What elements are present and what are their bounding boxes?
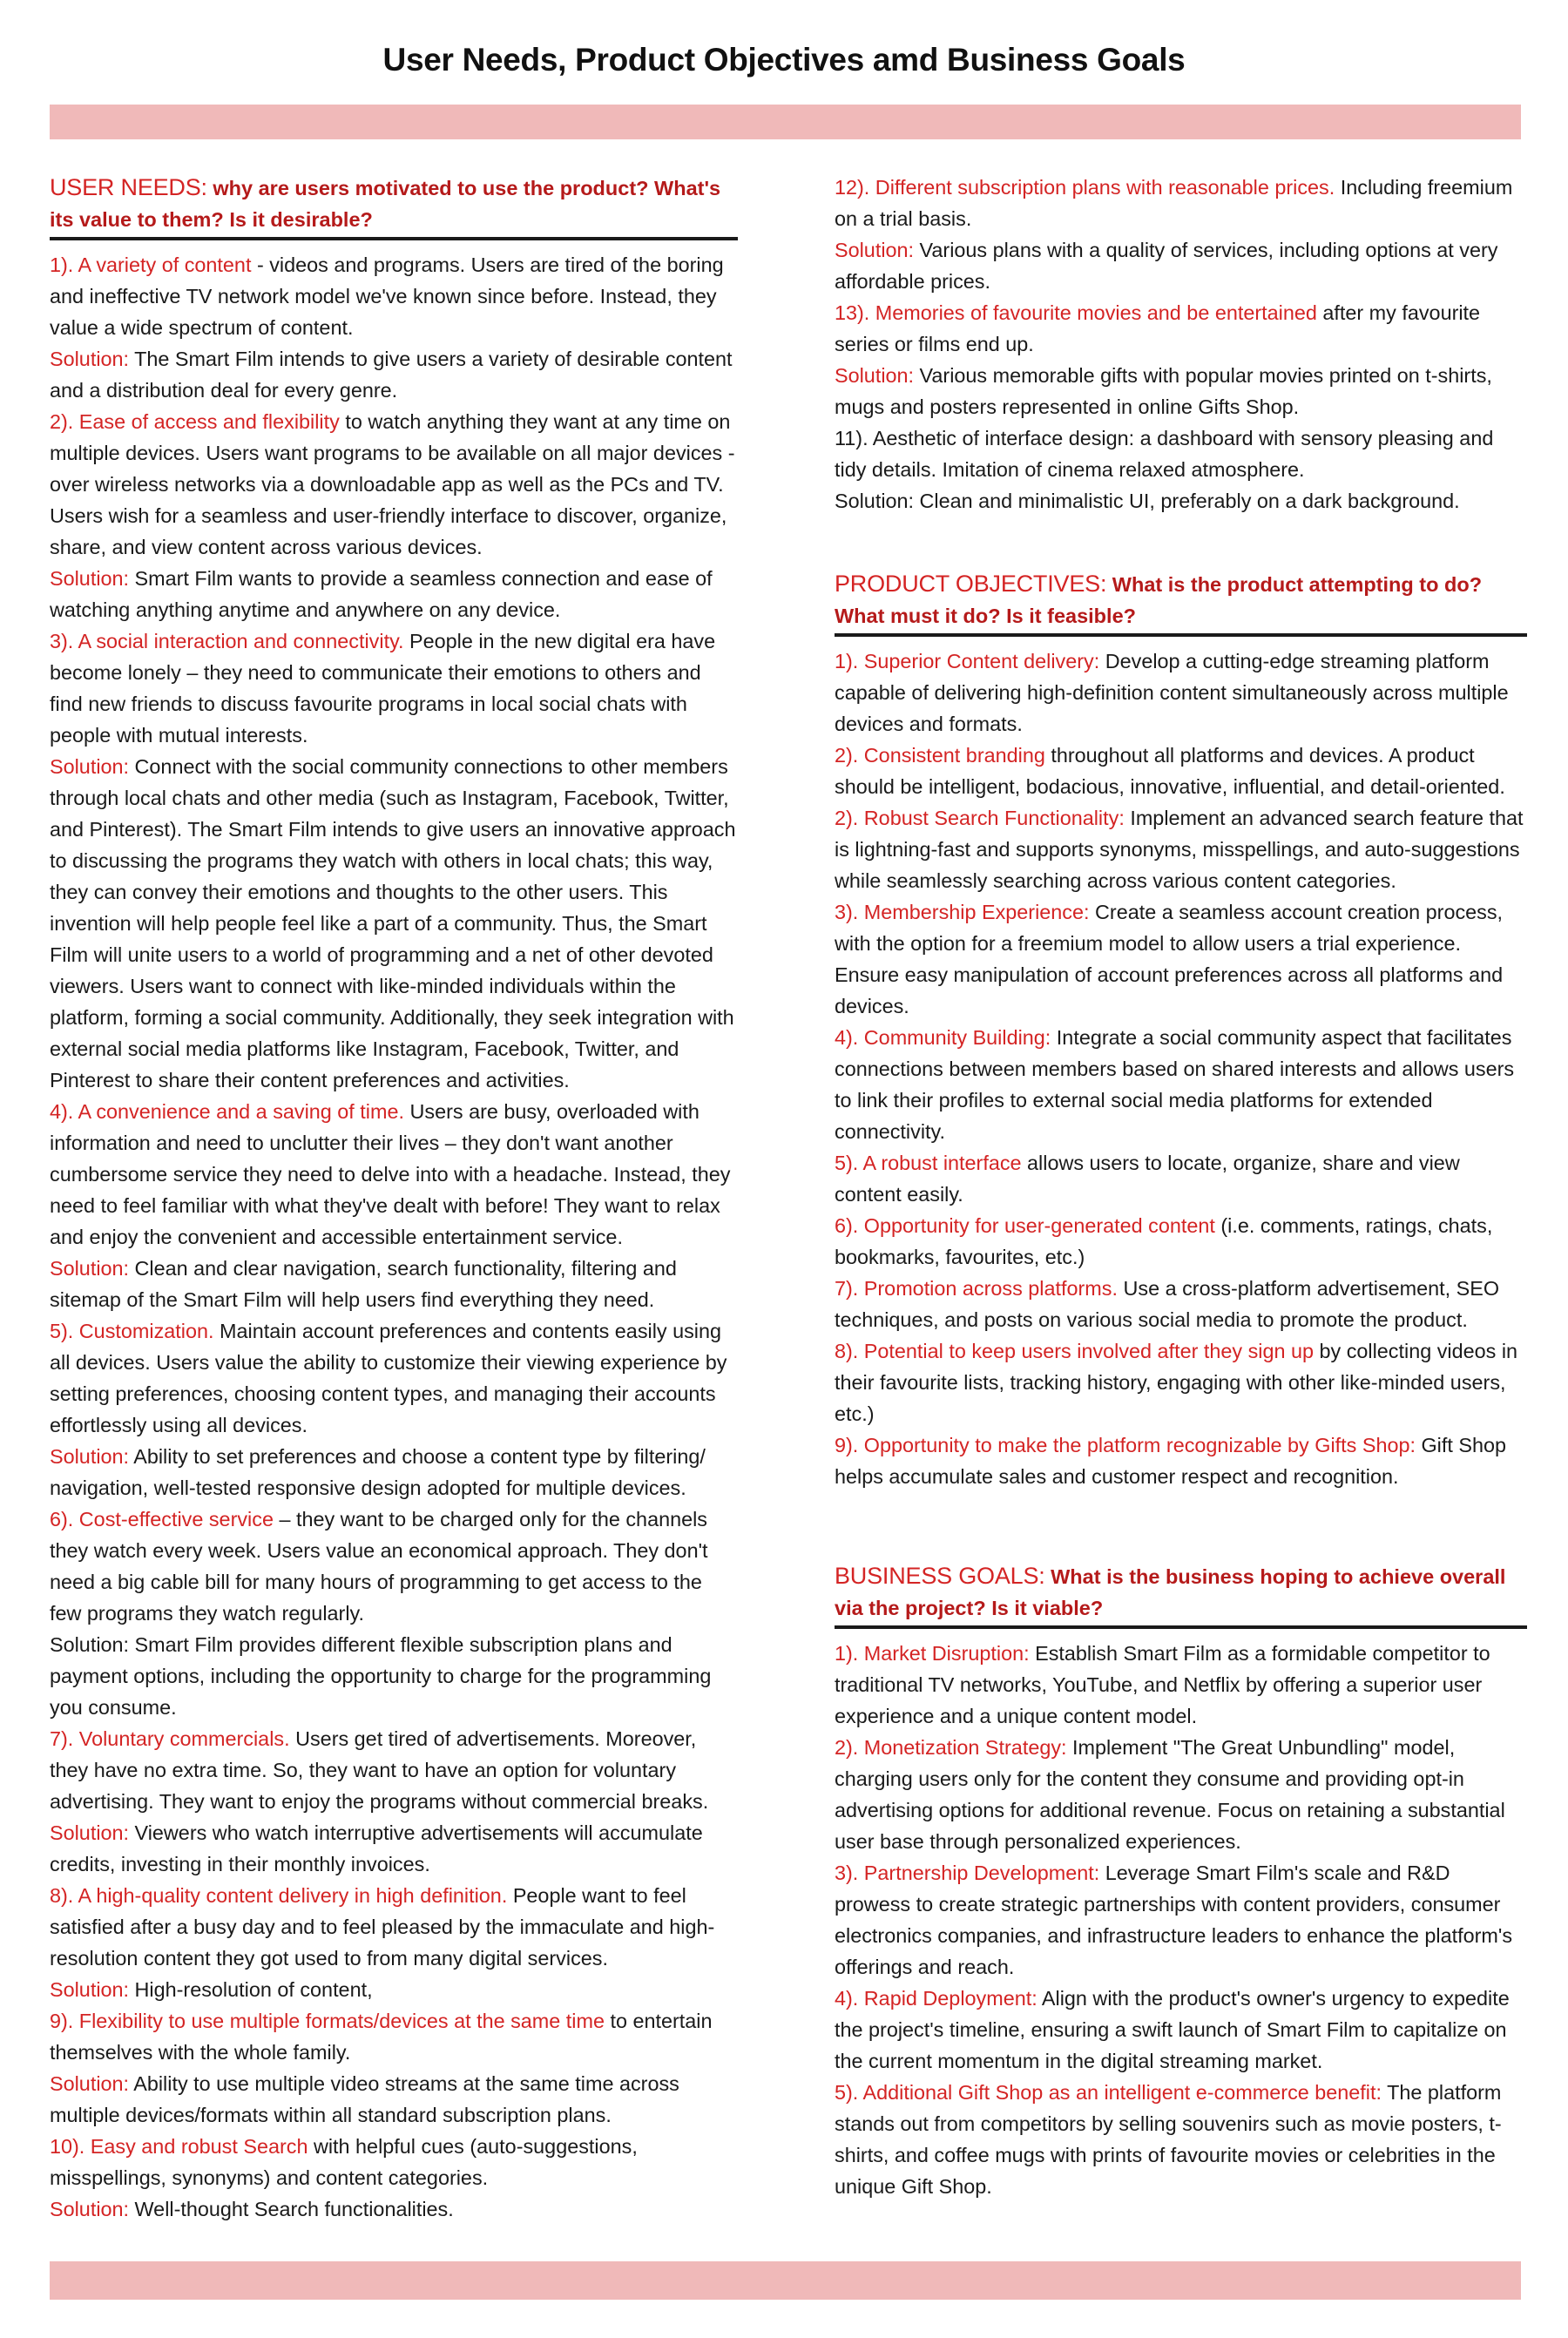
item-text: to entertain themselves with the whole family. bbox=[50, 2010, 713, 2064]
item-text: Maintain account preferences and contents easily using all devices. Users value the ability to customize their viewing experience by setting preferences, choosing content types, and managing their accounts effortlessly using all devices. bbox=[50, 1320, 727, 1436]
item-lead: 1). A variety of content bbox=[50, 253, 252, 276]
item-text: 11). Aesthetic of interface design: a dashboard with sensory pleasing and tidy details. Imitation of cinema relaxed atmosphere. bbox=[835, 427, 1494, 481]
section-title: USER NEEDS: bbox=[50, 174, 207, 200]
item-lead: Solution: bbox=[835, 364, 915, 387]
item-lead: Solution: bbox=[50, 567, 130, 590]
item-text: High-resolution of content, bbox=[129, 1978, 373, 2001]
item-text: Viewers who watch interruptive advertisements will accumulate credits, investing in their monthly invoices. bbox=[50, 1821, 703, 1875]
item-lead: 9). Opportunity to make the platform recognizable by Gifts Shop: bbox=[835, 1434, 1416, 1456]
item-lead: 1). Superior Content delivery: bbox=[835, 650, 1100, 672]
divider-space bbox=[835, 1492, 1527, 1560]
item-lead: 3). Membership Experience: bbox=[835, 901, 1090, 923]
item-lead: 5). Customization. bbox=[50, 1320, 214, 1342]
item-lead: 10). Easy and robust Search bbox=[50, 2135, 308, 2158]
item-text: Various plans with a quality of services, including options at very affordable prices. bbox=[835, 239, 1498, 293]
list-item bbox=[835, 1857, 1527, 1983]
item-text: Create a seamless account creation process, with the option for a freemium model to allow users a trial experience. Ensure easy manipulation of account preferences across all platforms and devices. bbox=[835, 901, 1504, 1017]
list-item bbox=[835, 1022, 1527, 1147]
list-item bbox=[835, 422, 1527, 485]
item-lead: 13). Memories of favourite movies and be entertained bbox=[835, 301, 1317, 324]
item-text: Use a cross-platform advertisement, SEO techniques, and posts on various social media to promote the product. bbox=[835, 1277, 1500, 1331]
item-lead: 2). Robust Search Functionality: bbox=[835, 807, 1125, 829]
item-text: Solution: Clean and minimalistic UI, preferably on a dark background. bbox=[835, 490, 1460, 512]
section-title: BUSINESS GOALS: bbox=[835, 1563, 1045, 1589]
list-item bbox=[835, 1429, 1527, 1492]
list-item bbox=[835, 2077, 1527, 2202]
item-lead: 5). Additional Gift Shop as an intelligent e-commerce benefit: bbox=[835, 2081, 1382, 2104]
item-text: Users get tired of advertisements. Moreover, they have no extra time. So, they want to have an option for voluntary advertising. They want to enjoy the programs without commercial breaks. bbox=[50, 1727, 709, 1813]
list-item bbox=[835, 1638, 1527, 1732]
business-goals-heading bbox=[835, 1560, 1527, 1629]
item-lead: Solution: bbox=[50, 1445, 130, 1468]
item-text: Connect with the social community connections to other members through local chats and other media (such as Instagram, Facebook, Twitter, and Pinterest). The Smart Film intends to give users an innovative approach to discussing the programs they watch with others in local chats; this way, they can convey their emotions and thoughts to the other users. This invention will help people feel like a part of a community. Thus, the Smart Film will unite users to a world of programming and a net of other devoted viewers. Users want to connect with like-minded individuals within the platform, forming a social community. Additionally, they seek integration with external social media platforms like Instagram, Facebook, Twitter, and Pinterest to share their content preferences and activities. bbox=[50, 755, 736, 1091]
item-lead: 7). Promotion across platforms. bbox=[835, 1277, 1118, 1300]
item-lead: Solution: bbox=[50, 1978, 130, 2001]
item-text: – they want to be charged only for the channels they watch every week. Users value an economical approach. They don't need a big cable bill for many hours of programming to get access to the few programs they watch regularly. bbox=[50, 1508, 708, 1625]
list-item bbox=[835, 645, 1527, 740]
item-text: Ability to set preferences and choose a content type by filtering/ navigation, well-tested responsive design adopted for multiple devices. bbox=[50, 1445, 706, 1499]
list-item bbox=[50, 1723, 738, 1817]
item-lead: 1). Market Disruption: bbox=[835, 1642, 1030, 1665]
user-needs-section bbox=[50, 172, 738, 2225]
item-text: with helpful cues (auto-suggestions, misspellings, synonyms) and content categories. bbox=[50, 2135, 638, 2189]
item-text: allows users to locate, organize, share and view content easily. bbox=[835, 1152, 1460, 1206]
item-text: Ability to use multiple video streams at the same time across multiple devices/formats within all standard subscription plans. bbox=[50, 2072, 679, 2126]
list-item bbox=[50, 2131, 738, 2193]
divider-space bbox=[835, 517, 1527, 568]
item-text: after my favourite series or films end up. bbox=[835, 301, 1481, 355]
item-lead: Solution: bbox=[50, 755, 130, 778]
item-lead: 4). Rapid Deployment: bbox=[835, 1987, 1037, 2010]
item-lead: 2). Monetization Strategy: bbox=[835, 1736, 1067, 1759]
item-lead: 2). Ease of access and flexibility bbox=[50, 410, 340, 433]
footer-band bbox=[50, 2261, 1521, 2300]
list-item bbox=[50, 343, 738, 406]
item-text: - videos and programs. Users are tired of the boring and ineffective TV network model we've known since before. Instead, they value a wide spectrum of content. bbox=[50, 253, 724, 339]
list-item bbox=[835, 896, 1527, 1022]
item-lead: 8). Potential to keep users involved after they sign up bbox=[835, 1340, 1314, 1362]
list-item bbox=[835, 360, 1527, 422]
header-band bbox=[50, 105, 1521, 139]
item-lead: 3). Partnership Development: bbox=[835, 1862, 1100, 1884]
item-text: People want to feel satisfied after a busy day and to feel pleased by the immaculate and high-resolution content they got used to from many digital services. bbox=[50, 1884, 715, 1970]
item-lead: 3). A social interaction and connectivity. bbox=[50, 630, 404, 652]
list-item bbox=[835, 297, 1527, 360]
list-item bbox=[50, 1629, 738, 1723]
item-lead: Solution: bbox=[50, 348, 130, 370]
list-item bbox=[835, 1273, 1527, 1335]
item-text: People in the new digital era have become lonely – they need to communicate their emotions to others and find new friends to discuss favourite programs in local social chats with people with mutual interests. bbox=[50, 630, 716, 747]
list-item bbox=[835, 1732, 1527, 1857]
item-lead: 8). A high-quality content delivery in high definition. bbox=[50, 1884, 508, 1907]
item-list bbox=[835, 1638, 1527, 2202]
business-goals-section bbox=[835, 1560, 1527, 2202]
product-objectives-section bbox=[835, 568, 1527, 1492]
list-item bbox=[50, 1096, 738, 1253]
item-lead: Solution: bbox=[50, 1257, 130, 1280]
item-lead: 4). Community Building: bbox=[835, 1026, 1051, 1049]
list-item bbox=[50, 1503, 738, 1629]
list-item bbox=[50, 2193, 738, 2225]
list-item bbox=[50, 2005, 738, 2068]
list-item bbox=[835, 172, 1527, 234]
list-item bbox=[835, 1147, 1527, 1210]
list-item bbox=[835, 1210, 1527, 1273]
item-lead: 2). Consistent branding bbox=[835, 744, 1045, 767]
item-lead: 4). A convenience and a saving of time. bbox=[50, 1100, 404, 1123]
item-text: Develop a cutting-edge streaming platform capable of delivering high-definition content simultaneously across multiple devices and formats. bbox=[835, 650, 1509, 735]
item-lead: Solution: bbox=[50, 2198, 130, 2220]
item-text: Integrate a social community aspect that facilitates connections between members based on shared interests and allows users to link their profiles to external social media platforms for extended connectivity. bbox=[835, 1026, 1515, 1143]
item-text: Implement "The Great Unbundling" model, charging users only for the content they consume and providing opt-in advertising options for additional revenue. Focus on retaining a substantial user base through personalized experiences. bbox=[835, 1736, 1505, 1853]
item-lead: Solution: bbox=[50, 1821, 130, 1844]
item-text: Clean and clear navigation, search functionality, filtering and sitemap of the Smart Film will help users find everything they need. bbox=[50, 1257, 677, 1311]
list-item bbox=[50, 751, 738, 1096]
user-needs-continued bbox=[835, 172, 1527, 517]
item-lead: 6). Cost-effective service bbox=[50, 1508, 274, 1531]
item-text: Establish Smart Film as a formidable competitor to traditional TV networks, YouTube, and Netflix by offering a superior user experience and a unique content model. bbox=[835, 1642, 1490, 1727]
list-item bbox=[50, 1441, 738, 1503]
list-item bbox=[50, 2068, 738, 2131]
section-question: why are users motivated to use the product? What's its value to them? Is it desirable? bbox=[50, 177, 721, 231]
item-text: Leverage Smart Film's scale and R&D prowess to create strategic partnerships with content providers, consumer electronics companies, and infrastructure leaders to enhance the platform's offerings and reach. bbox=[835, 1862, 1513, 1978]
item-text: to watch anything they want at any time on multiple devices. Users want programs to be available on all major devices - over wireless networks via a downloadable app as well as the PCs and TV. Users wish for a seamless and user-friendly interface to discover, organize, share, and view content across various devices. bbox=[50, 410, 735, 558]
item-text: The platform stands out from competitors by selling souvenirs such as movie posters, t-shirts, and coffee mugs with prints of favourite movies or celebrities in the unique Gift Shop. bbox=[835, 2081, 1502, 2198]
list-item bbox=[50, 1817, 738, 1880]
item-lead: 7). Voluntary commercials. bbox=[50, 1727, 290, 1750]
list-item bbox=[50, 249, 738, 343]
item-text: Including freemium on a trial basis. bbox=[835, 176, 1513, 230]
list-item bbox=[50, 563, 738, 625]
list-item bbox=[835, 802, 1527, 896]
section-question: What is the product attempting to do? What must it do? Is it feasible? bbox=[835, 573, 1483, 627]
section-title: PRODUCT OBJECTIVES: bbox=[835, 571, 1107, 597]
item-text: Align with the product's owner's urgency to expedite the project's timeline, ensuring a swift launch of Smart Film to capitalize on the current momentum in the digital streaming market. bbox=[835, 1987, 1510, 2072]
list-item bbox=[50, 406, 738, 563]
item-lead: Solution: bbox=[50, 2072, 130, 2095]
list-item bbox=[835, 234, 1527, 297]
item-lead: 9). Flexibility to use multiple formats/devices at the same time bbox=[50, 2010, 605, 2032]
item-text: Implement an advanced search feature that is lightning-fast and supports synonyms, misspellings, and auto-suggestions while seamlessly searching across various content categories. bbox=[835, 807, 1524, 892]
list-item bbox=[50, 1974, 738, 2005]
item-list bbox=[835, 172, 1527, 517]
list-item bbox=[835, 740, 1527, 802]
item-list bbox=[50, 249, 738, 2225]
item-text: by collecting videos in their favourite lists, tracking history, engaging with other like-minded users, etc.) bbox=[835, 1340, 1518, 1425]
list-item bbox=[835, 1335, 1527, 1429]
item-text: throughout all platforms and devices. A product should be intelligent, bodacious, innovative, influential, and detail-oriented. bbox=[835, 744, 1505, 798]
item-list bbox=[835, 645, 1527, 1492]
item-lead: 6). Opportunity for user-generated content bbox=[835, 1214, 1215, 1237]
left-column bbox=[50, 172, 738, 2225]
item-text: Various memorable gifts with popular movies printed on t-shirts, mugs and posters represented in online Gifts Shop. bbox=[835, 364, 1492, 418]
item-text: Gift Shop helps accumulate sales and customer respect and recognition. bbox=[835, 1434, 1506, 1488]
list-item bbox=[50, 1253, 738, 1315]
item-text: The Smart Film intends to give users a variety of desirable content and a distribution deal for every genre. bbox=[50, 348, 733, 402]
list-item bbox=[50, 1315, 738, 1441]
item-lead: Solution: bbox=[835, 239, 915, 261]
item-text: Smart Film wants to provide a seamless connection and ease of watching anything anytime and anywhere on any device. bbox=[50, 567, 713, 621]
list-item bbox=[835, 1983, 1527, 2077]
list-item bbox=[835, 485, 1527, 517]
item-text: Users are busy, overloaded with information and need to unclutter their lives – they don't want another cumbersome service they need to delve into with a headache. Instead, they need to feel familiar with what they've dealt with before! They want to relax and enjoy the convenient and accessible entertainment service. bbox=[50, 1100, 731, 1248]
user-needs-heading bbox=[50, 172, 738, 240]
page-title: User Needs, Product Objectives amd Business Goals bbox=[382, 42, 1186, 78]
item-lead: 5). A robust interface bbox=[835, 1152, 1022, 1174]
list-item bbox=[50, 625, 738, 751]
section-question: What is the business hoping to achieve overall via the project? Is it viable? bbox=[835, 1565, 1506, 1619]
item-text: Well-thought Search functionalities. bbox=[129, 2198, 454, 2220]
right-column bbox=[835, 172, 1527, 2202]
item-text: (i.e. comments, ratings, chats, bookmarks, favourites, etc.) bbox=[835, 1214, 1493, 1268]
item-lead: 12). Different subscription plans with reasonable prices. bbox=[835, 176, 1335, 199]
product-objectives-heading bbox=[835, 568, 1527, 637]
item-text: Solution: Smart Film provides different flexible subscription plans and payment options, including the opportunity to charge for the programming you consume. bbox=[50, 1633, 712, 1719]
list-item bbox=[50, 1880, 738, 1974]
